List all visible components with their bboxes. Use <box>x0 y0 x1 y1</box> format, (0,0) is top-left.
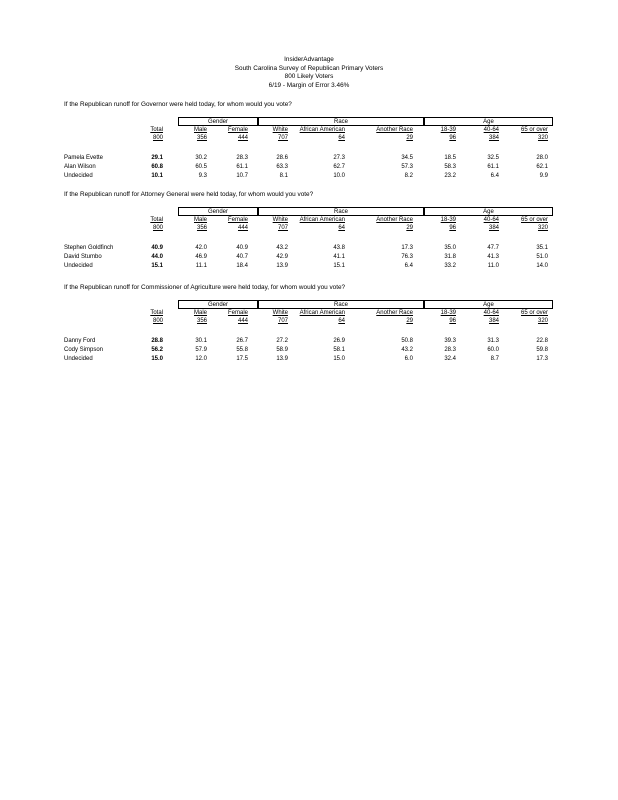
row-label: Undecided <box>64 173 93 179</box>
data-cell: 39.3 <box>444 338 456 344</box>
column-header: Female <box>227 217 248 223</box>
data-cell: 31.8 <box>444 254 456 260</box>
data-cell: 18.4 <box>236 263 248 269</box>
column-group-race: Race <box>258 117 424 126</box>
data-cell: 47.7 <box>487 245 499 251</box>
date-and-margin: 6/19 - Margin of Error 3.46% <box>268 81 350 89</box>
column-group-age: Age <box>424 207 553 216</box>
column-base: 444 <box>237 318 248 324</box>
column-header: African American <box>299 217 345 223</box>
data-cell: 62.1 <box>536 164 548 170</box>
data-cell: 17.3 <box>536 356 548 362</box>
data-cell: 17.3 <box>401 245 413 251</box>
column-header: 40-64 <box>483 310 499 316</box>
column-base: 96 <box>449 135 456 141</box>
column-group-gender: Gender <box>178 207 258 216</box>
column-base: 29 <box>406 318 413 324</box>
survey-header <box>0 56 618 90</box>
data-cell: 60.5 <box>195 164 207 170</box>
column-group-gender: Gender <box>178 300 258 309</box>
data-cell: 12.0 <box>195 356 207 362</box>
data-cell: 35.1 <box>536 245 548 251</box>
data-cell: 8.1 <box>279 173 288 179</box>
column-base: 384 <box>488 225 499 231</box>
sample-size: 800 Likely Voters <box>284 73 334 81</box>
data-cell: 27.3 <box>333 155 345 161</box>
data-cell: 9.3 <box>198 173 207 179</box>
data-cell: 13.9 <box>276 356 288 362</box>
row-label: Stephen Goldfinch <box>64 245 114 251</box>
total-cell: 60.8 <box>151 164 163 170</box>
data-cell: 51.0 <box>536 254 548 260</box>
column-base: 707 <box>277 318 288 324</box>
column-base: 356 <box>196 135 207 141</box>
column-base: 356 <box>196 318 207 324</box>
data-cell: 6.4 <box>490 173 499 179</box>
pollster-name: InsiderAdvantage <box>284 56 334 63</box>
data-cell: 17.5 <box>236 356 248 362</box>
data-cell: 61.1 <box>487 164 499 170</box>
data-cell: 40.7 <box>236 254 248 260</box>
column-header: Total <box>150 127 163 133</box>
data-cell: 28.6 <box>276 155 288 161</box>
data-cell: 18.5 <box>444 155 456 161</box>
column-header: 18-39 <box>440 127 456 133</box>
column-group-age: Age <box>424 300 553 309</box>
data-cell: 57.9 <box>195 347 207 353</box>
column-group-age: Age <box>424 117 553 126</box>
column-base: 384 <box>488 318 499 324</box>
data-cell: 60.0 <box>487 347 499 353</box>
data-cell: 35.0 <box>444 245 456 251</box>
data-cell: 6.4 <box>404 263 413 269</box>
column-header: Another Race <box>376 217 413 223</box>
column-header: 65 or over <box>520 217 548 223</box>
column-base: 29 <box>406 135 413 141</box>
question-text: If the Republican runoff for Governor were held today, for whom would you vote? <box>64 101 292 108</box>
data-cell: 22.8 <box>536 338 548 344</box>
data-cell: 33.2 <box>444 263 456 269</box>
column-group-race: Race <box>258 207 424 216</box>
column-header: White <box>272 310 288 316</box>
column-base: 320 <box>537 318 548 324</box>
column-header: Total <box>150 310 163 316</box>
total-cell: 40.9 <box>151 245 163 251</box>
data-cell: 50.8 <box>401 338 413 344</box>
data-cell: 62.7 <box>333 164 345 170</box>
data-cell: 6.0 <box>404 356 413 362</box>
column-header: 40-64 <box>483 127 499 133</box>
row-label: David Stumbo <box>64 254 102 260</box>
column-header: 18-39 <box>440 310 456 316</box>
data-cell: 58.1 <box>333 347 345 353</box>
question-text: If the Republican runoff for Commissioner of Agriculture were held today, for whom would you vote? <box>64 284 346 291</box>
row-label: Undecided <box>64 356 93 362</box>
column-header: White <box>272 217 288 223</box>
column-header: Another Race <box>376 127 413 133</box>
total-cell: 15.1 <box>151 263 163 269</box>
data-cell: 11.0 <box>487 263 499 269</box>
column-header: Female <box>227 127 248 133</box>
column-base: 96 <box>449 318 456 324</box>
data-cell: 61.1 <box>236 164 248 170</box>
data-cell: 46.9 <box>195 254 207 260</box>
data-cell: 55.8 <box>236 347 248 353</box>
column-base: 800 <box>152 318 163 324</box>
data-cell: 23.2 <box>444 173 456 179</box>
data-cell: 41.3 <box>487 254 499 260</box>
column-base: 64 <box>338 318 345 324</box>
column-base: 29 <box>406 225 413 231</box>
column-base: 707 <box>277 135 288 141</box>
total-cell: 28.8 <box>151 338 163 344</box>
column-group-race: Race <box>258 300 424 309</box>
data-cell: 11.1 <box>195 263 207 269</box>
data-cell: 28.3 <box>236 155 248 161</box>
data-cell: 76.3 <box>401 254 413 260</box>
data-cell: 43.2 <box>401 347 413 353</box>
row-label: Danny Ford <box>64 338 96 344</box>
data-cell: 28.3 <box>444 347 456 353</box>
row-label: Undecided <box>64 263 93 269</box>
column-base: 356 <box>196 225 207 231</box>
data-cell: 34.5 <box>401 155 413 161</box>
column-header: Male <box>193 127 207 133</box>
column-header: 65 or over <box>520 127 548 133</box>
column-base: 96 <box>449 225 456 231</box>
data-cell: 8.7 <box>490 356 499 362</box>
column-base: 444 <box>237 225 248 231</box>
data-cell: 32.5 <box>487 155 499 161</box>
column-header: Another Race <box>376 310 413 316</box>
row-label: Pamela Evette <box>64 155 104 161</box>
question-text: If the Republican runoff for Attorney General were held today, for whom would you vote? <box>64 191 314 198</box>
column-header: 65 or over <box>520 310 548 316</box>
row-label: Cody Simpson <box>64 347 104 353</box>
column-base: 320 <box>537 135 548 141</box>
data-cell: 32.4 <box>444 356 456 362</box>
data-cell: 43.8 <box>333 245 345 251</box>
column-header: African American <box>299 310 345 316</box>
column-base: 800 <box>152 225 163 231</box>
column-base: 64 <box>338 135 345 141</box>
total-cell: 44.0 <box>151 254 163 260</box>
column-base: 320 <box>537 225 548 231</box>
data-cell: 43.2 <box>276 245 288 251</box>
column-header: Total <box>150 217 163 223</box>
data-cell: 13.9 <box>276 263 288 269</box>
data-cell: 10.7 <box>236 173 248 179</box>
data-cell: 59.8 <box>536 347 548 353</box>
column-header: African American <box>299 127 345 133</box>
data-cell: 14.0 <box>536 263 548 269</box>
column-header: Female <box>227 310 248 316</box>
data-cell: 42.9 <box>276 254 288 260</box>
column-base: 707 <box>277 225 288 231</box>
column-base: 384 <box>488 135 499 141</box>
data-cell: 31.3 <box>487 338 499 344</box>
total-cell: 10.1 <box>151 173 163 179</box>
data-cell: 26.7 <box>236 338 248 344</box>
column-base: 800 <box>152 135 163 141</box>
survey-title: South Carolina Survey of Republican Primary Voters <box>234 64 384 72</box>
data-cell: 30.1 <box>195 338 207 344</box>
data-cell: 58.9 <box>276 347 288 353</box>
data-cell: 9.9 <box>539 173 548 179</box>
total-cell: 15.0 <box>151 356 163 362</box>
data-cell: 10.0 <box>333 173 345 179</box>
data-cell: 15.1 <box>333 263 345 269</box>
column-base: 64 <box>338 225 345 231</box>
row-label: Alan Wilson <box>64 164 96 170</box>
data-cell: 28.0 <box>536 155 548 161</box>
data-cell: 63.3 <box>276 164 288 170</box>
data-cell: 40.9 <box>236 245 248 251</box>
data-cell: 30.2 <box>195 155 207 161</box>
data-cell: 27.2 <box>276 338 288 344</box>
column-header: Male <box>193 310 207 316</box>
column-group-gender: Gender <box>178 117 258 126</box>
data-cell: 26.9 <box>333 338 345 344</box>
data-cell: 41.1 <box>333 254 345 260</box>
total-cell: 29.1 <box>151 155 163 161</box>
column-header: 18-39 <box>440 217 456 223</box>
column-header: Male <box>193 217 207 223</box>
total-cell: 56.2 <box>151 347 163 353</box>
column-header: White <box>272 127 288 133</box>
column-base: 444 <box>237 135 248 141</box>
data-cell: 57.3 <box>401 164 413 170</box>
data-cell: 58.3 <box>444 164 456 170</box>
data-cell: 15.0 <box>333 356 345 362</box>
data-cell: 8.2 <box>404 173 413 179</box>
column-header: 40-64 <box>483 217 499 223</box>
data-cell: 42.0 <box>195 245 207 251</box>
